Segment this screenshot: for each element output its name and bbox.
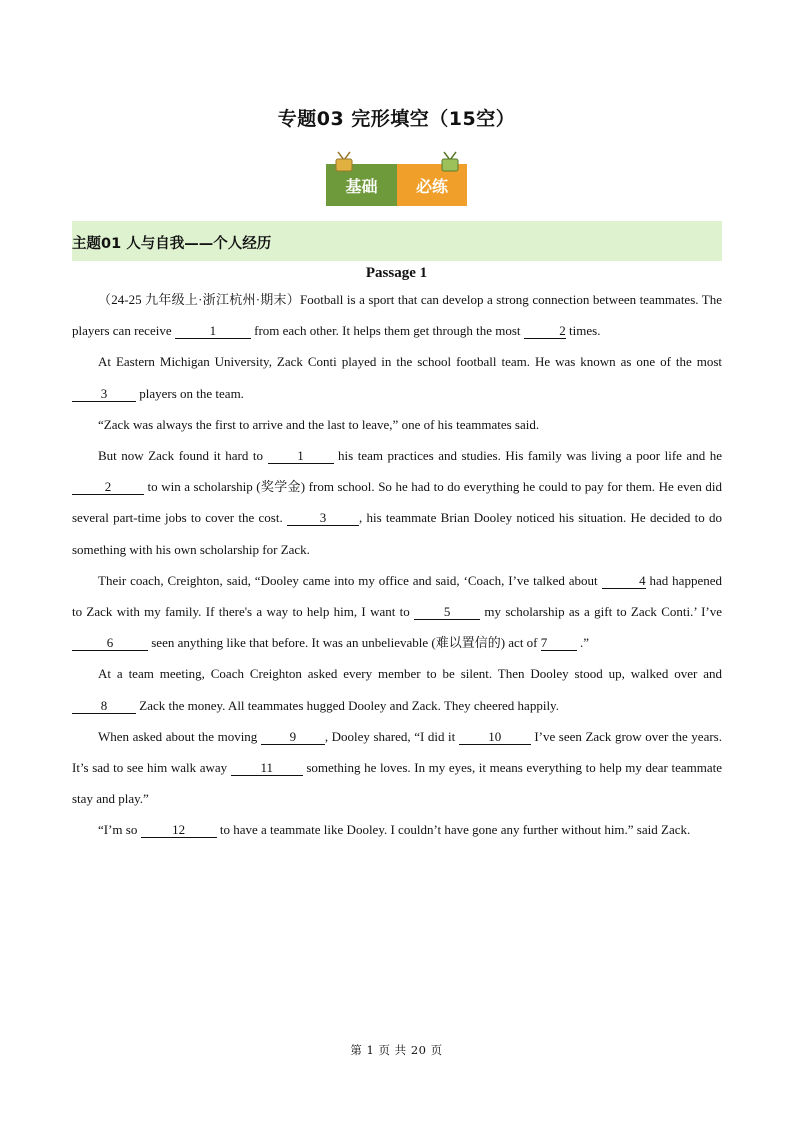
paragraph-text: my scholarship as a gift to Zack Conti.’ I’ve (480, 604, 722, 620)
page-footer: 第 1 页 共 20 页 (350, 1043, 443, 1057)
passage-paragraph (72, 409, 722, 440)
paragraph-text: But now Zack found it hard to (98, 448, 268, 464)
paragraph-text: times. (565, 323, 601, 339)
passage-paragraph (72, 658, 722, 720)
badge-left: 基础 (326, 164, 397, 206)
answer-blank[interactable]: 1 (175, 323, 251, 339)
paragraph-text: to win a scholarship (奖学金) from school. So he had to do everything he could to pay for them. He even did several part-time jobs to cover the cost. (72, 479, 722, 526)
passage-paragraph (72, 440, 722, 565)
answer-blank[interactable]: 6 (72, 635, 148, 651)
paragraph-text: seen anything like that before. It was an unbelievable (难以置信的) act of (148, 635, 541, 651)
answer-blank[interactable]: 2 (524, 323, 566, 339)
binder-clip-icon (440, 150, 460, 172)
answer-blank[interactable]: 8 (72, 698, 136, 714)
paragraph-text: When asked about the moving (98, 728, 261, 744)
answer-blank[interactable]: 10 (459, 729, 531, 745)
paragraph-text: had happened to Zack with my family. If there's a way to help him, I want to (72, 572, 722, 620)
passage-paragraph (72, 565, 722, 659)
answer-blank[interactable]: 3 (287, 510, 359, 526)
passage-paragraph (72, 346, 722, 408)
passage-paragraph (72, 284, 722, 346)
paragraph-text: “Zack was always the first to arrive and the last to leave,” one of his teammates said. (98, 416, 540, 432)
answer-blank[interactable]: 4 (602, 573, 646, 589)
topic-bar (72, 221, 722, 261)
paragraph-text: , Dooley shared, “I did it (324, 728, 459, 744)
paragraph-text: Zack the money. All teammates hugged Dooley and Zack. They cheered happily. (136, 697, 559, 713)
answer-blank[interactable]: 2 (72, 479, 144, 495)
passage-title: Passage 1 (365, 265, 428, 281)
answer-blank[interactable]: 5 (414, 604, 480, 620)
binder-clip-icon (334, 150, 354, 172)
passage-body (72, 284, 722, 846)
paragraph-text: “I’m so (98, 822, 141, 838)
section-badge (326, 164, 467, 206)
paragraph-text: （24-25 九年级上·浙江杭州·期末）Football is a sport that can develop a strong connection between teammates. The players can receive (72, 292, 722, 339)
answer-blank[interactable]: 3 (72, 386, 136, 402)
paragraph-text: At Eastern Michigan University, Zack Conti played in the school football team. He was known as one of the most (98, 354, 722, 370)
paragraph-text: players on the team. (136, 385, 244, 401)
paragraph-text: .” (576, 635, 590, 651)
answer-blank[interactable]: 7 (541, 635, 577, 651)
answer-blank[interactable]: 12 (141, 822, 217, 838)
paragraph-text: from each other. It helps them get through the most (250, 323, 524, 339)
paragraph-text: something he loves. In my eyes, it means everything to help my dear teammate stay and play.” (72, 760, 722, 807)
paragraph-text: At a team meeting, Coach Creighton asked every member to be silent. Then Dooley stood up, walked over and (98, 666, 722, 682)
answer-blank[interactable]: 1 (268, 448, 334, 464)
passage-paragraph (72, 721, 722, 815)
answer-blank[interactable]: 11 (231, 760, 303, 776)
paragraph-text: his team practices and studies. His family was living a poor life and he (333, 448, 722, 464)
paragraph-text: I’ve seen Zack grow over the years. It’s sad to see him walk away (72, 728, 722, 776)
answer-blank[interactable]: 9 (261, 729, 325, 745)
paragraph-text: to have a teammate like Dooley. I couldn’t have gone any further without him.” said Zack. (216, 822, 691, 838)
paragraph-text: Their coach, Creighton, said, “Dooley came into my office and said, ‘Coach, I’ve talked about (98, 572, 602, 588)
passage-paragraph (72, 814, 722, 845)
topic-heading: 主题01 人与自我——个人经历 (72, 236, 272, 252)
page-title: 专题03 完形填空（15空） (277, 108, 516, 130)
paragraph-text: , his teammate Brian Dooley noticed his situation. He decided to do something with his own scholarship for Zack. (72, 510, 722, 557)
badge-right: 必练 (397, 164, 467, 206)
